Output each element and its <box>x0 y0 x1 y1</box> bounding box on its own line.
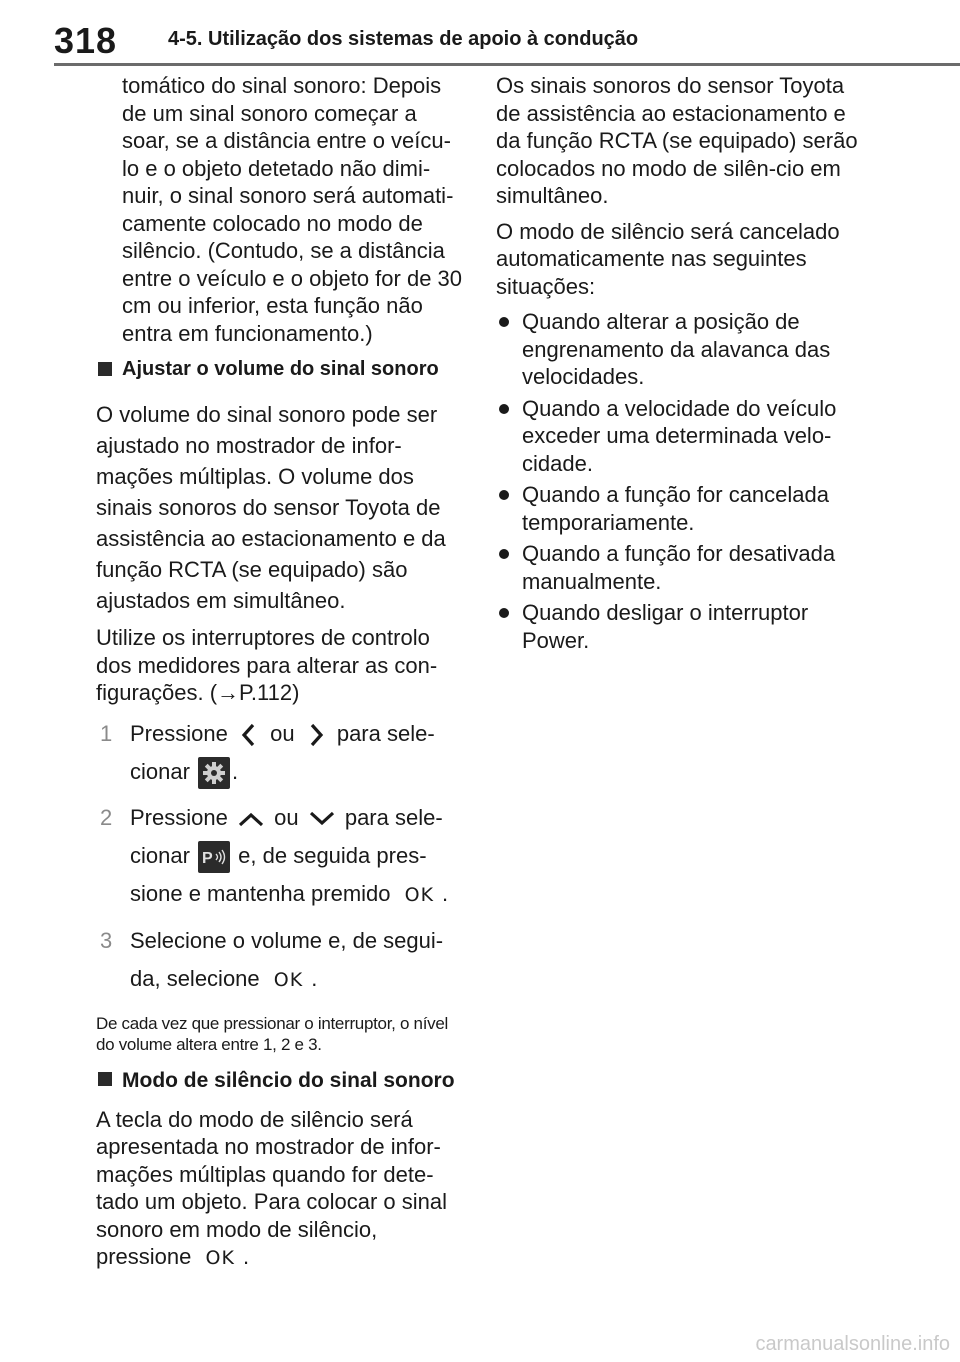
heading-silence <box>96 1065 466 1096</box>
chevron-up-icon <box>234 807 268 831</box>
page-number: 318 <box>54 20 118 61</box>
right-paragraph-2: O modo de silêncio será cancelado automaticamente nas seguintes situações: <box>496 218 840 299</box>
ok-button-label: OK <box>205 1247 235 1269</box>
silence-text: A tecla do modo de silêncio será apresentada no mostrador de infor-mações múltiplas quando for dete-tado um objeto. Para colocar o sinal sonoro em modo de silêncio, pressione <box>96 1106 447 1269</box>
watermark: carmanualsonline.info <box>755 1333 950 1355</box>
step-text: Pressione <box>130 720 228 746</box>
step-text: . <box>311 965 318 991</box>
bullet-icon <box>499 404 509 414</box>
volume-note: De cada vez que pressionar o interruptor, o nível do volume altera entre 1, 2 e 3. <box>96 1013 448 1054</box>
continued-paragraph: tomático do sinal sonoro: Depois de um sinal sonoro começar a soar, se a distância entre o veícu-lo e o objeto detetado não dimi-nuir, o sinal sonoro será automati-camente colocado no modo de silêncio. (Contudo, se a distância entre o veículo e o objeto for de 30 cm ou inferior, esta função não entra em funcionamento.) <box>122 73 463 346</box>
step-2 <box>96 799 466 914</box>
volume-paragraph: O volume do sinal sonoro pode ser ajustado no mostrador de infor-mações múltiplas. O volume dos sinais sonoros do sensor Toyota de assistência ao estacionamento e da função RCTA (se equipado) são ajustados em simultâneo. <box>96 402 446 613</box>
step-text: . <box>232 758 239 784</box>
step-3 <box>96 922 466 999</box>
bullet-icon <box>499 549 509 559</box>
chevron-left-icon <box>234 720 264 750</box>
heading-volume-text: Ajustar o volume do sinal sonoro <box>122 358 439 380</box>
gear-icon <box>198 757 230 789</box>
list-item-text: Quando a função for cancelada temporariamente. <box>522 482 830 535</box>
silence-end: . <box>242 1244 250 1269</box>
step-text: ou <box>274 804 299 830</box>
bullet-icon <box>499 317 509 327</box>
heading-square-icon <box>98 1072 112 1086</box>
list-item <box>496 481 866 536</box>
list-item <box>496 599 866 654</box>
list-item-text: Quando desligar o interruptor Power. <box>522 600 809 653</box>
ok-button-label: OK <box>404 883 435 906</box>
svg-text:P: P <box>202 849 213 867</box>
step-text: . <box>442 880 449 906</box>
list-item <box>496 308 866 391</box>
list-item <box>496 395 866 478</box>
step-text: e, de seguida pres-sione e mantenha premido <box>130 842 427 906</box>
bullet-icon <box>499 490 509 500</box>
controls-paragraph: Utilize os interruptores de controlo dos medidores para alterar as con-figurações. (→P.112) <box>96 625 438 705</box>
step-1 <box>96 715 466 791</box>
heading-silence-text: Modo de silêncio do sinal sonoro <box>122 1068 455 1092</box>
step-number: 3 <box>100 927 113 953</box>
left-column <box>96 72 466 1281</box>
list-item-text: Quando a função for desativada manualmente. <box>522 541 836 594</box>
silence-paragraph <box>96 1106 466 1273</box>
list-item-text: Quando a velocidade do veículo exceder uma determinada velo-cidade. <box>522 395 837 476</box>
step-number: 1 <box>100 720 113 746</box>
right-column <box>496 72 866 658</box>
chevron-down-icon <box>305 807 339 831</box>
heading-volume <box>96 355 466 383</box>
section-title: 4-5. Utilização dos sistemas de apoio à condução <box>168 28 639 50</box>
bullet-icon <box>499 608 509 618</box>
chevron-right-icon <box>301 720 331 750</box>
step-number: 2 <box>100 804 113 830</box>
list-item-text: Quando alterar a posição de engrenamento da alavanca das velocidades. <box>522 309 831 389</box>
step-text: Selecione o volume e, de segui-da, selecione <box>130 927 444 991</box>
step-text: para sele-cionar <box>130 720 435 784</box>
header-divider <box>54 63 960 66</box>
heading-square-icon <box>98 362 112 376</box>
step-text: para sele-cionar <box>130 804 443 868</box>
ok-button-label: OK <box>273 968 304 991</box>
list-item <box>496 540 866 595</box>
parking-sensor-icon <box>198 841 230 873</box>
step-text: ou <box>270 720 295 746</box>
right-paragraph-1: Os sinais sonoros do sensor Toyota de assistência ao estacionamento e da função RCTA (se equipado) serão colocados no modo de silên-cio em simultâneo. <box>496 73 858 208</box>
step-text: Pressione <box>130 804 228 830</box>
